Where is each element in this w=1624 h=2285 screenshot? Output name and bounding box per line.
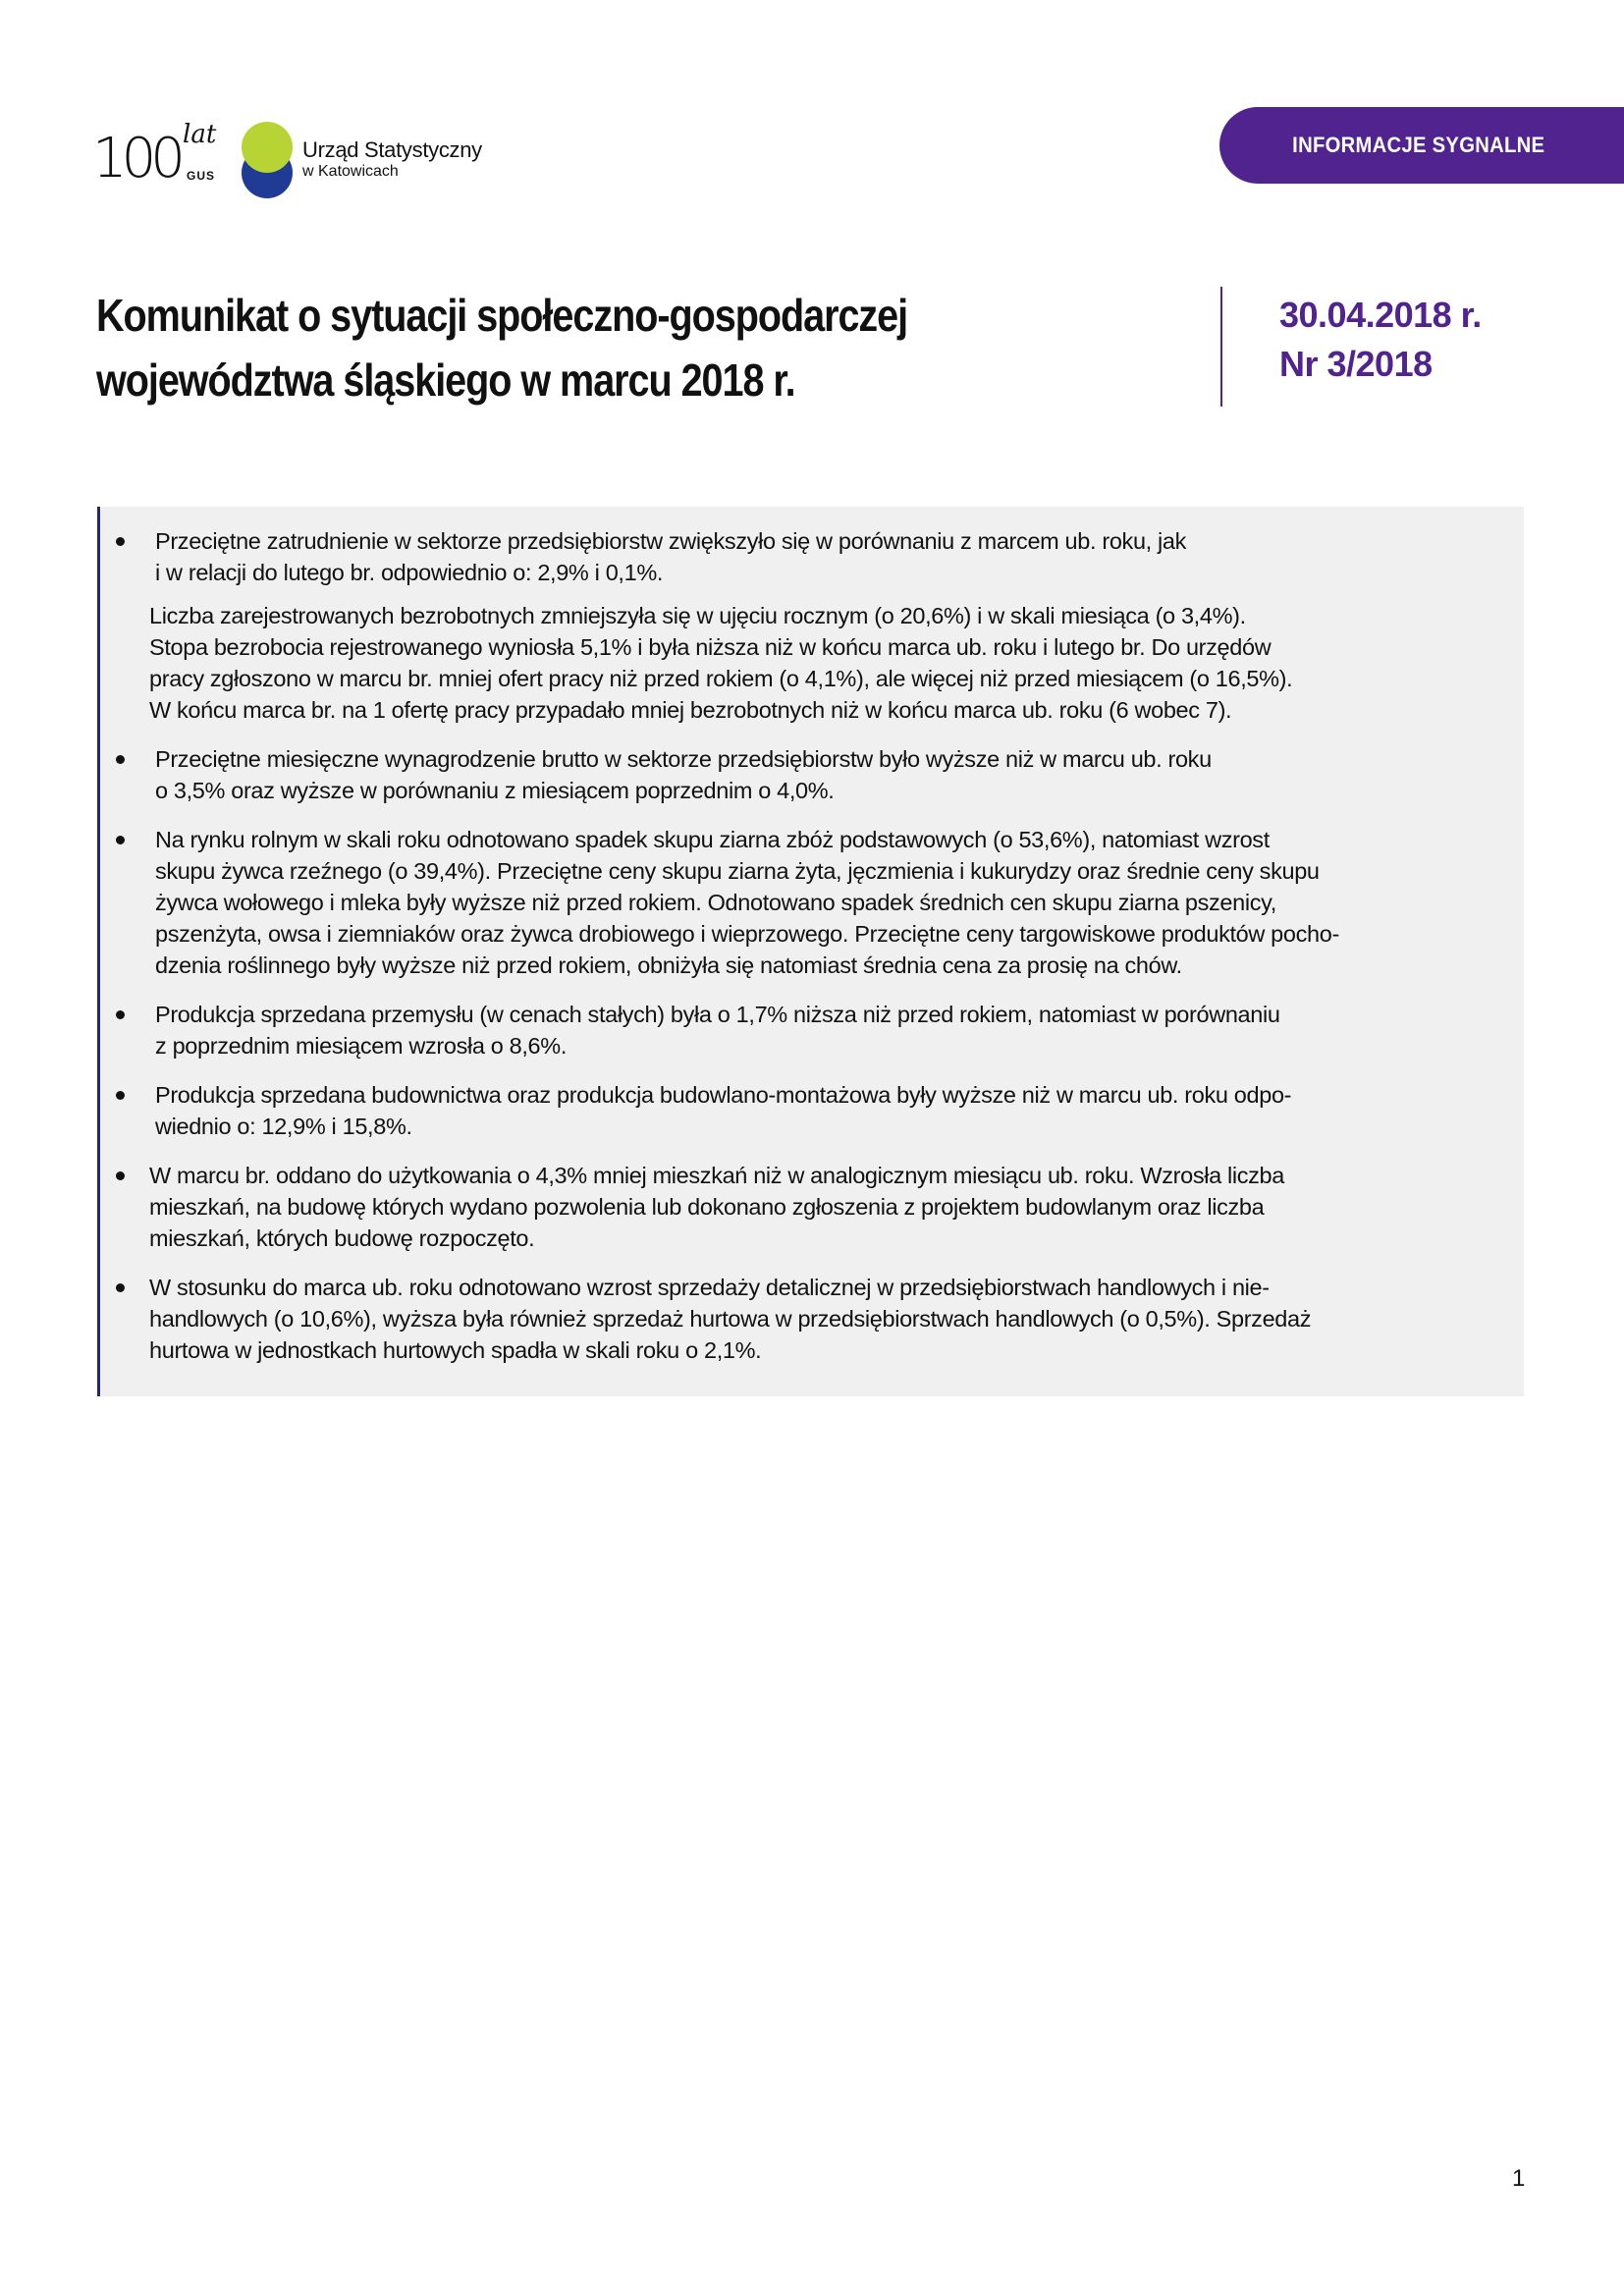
paragraph-line: mieszkań, których budowę rozpoczęto. (149, 1225, 535, 1251)
summary-item (155, 743, 1510, 806)
summary-subparagraph (149, 600, 1510, 726)
bullet-icon (116, 1171, 125, 1180)
informacje-sygnalne-badge (1219, 107, 1624, 184)
logo-gus: GUS (187, 169, 216, 183)
paragraph-line: żywca wołowego i mleka były wyższe niż przed rokiem. Odnotowano spadek średnich cen skupu ziarna pszenicy, (155, 890, 1276, 915)
paragraph-line: W stosunku do marca ub. roku odnotowano wzrost sprzedaży detalicznej w przedsiębiorstwach handlowych i nie- (149, 1275, 1270, 1300)
logo-circle-top (242, 122, 293, 173)
summary-paragraph (155, 743, 1510, 806)
summary-item (149, 1272, 1510, 1366)
page-number: 1 (1512, 2165, 1526, 2192)
title-line-2: województwa śląskiego w marcu 2018 r. (96, 354, 795, 406)
gus-logo (92, 118, 505, 206)
title-divider (1220, 287, 1222, 407)
office-name-line2: w Katowicach (302, 163, 399, 180)
publication-meta (1279, 291, 1482, 389)
logo-lat: lat (183, 120, 217, 149)
paragraph-line: pracy zgłoszono w marcu br. mniej ofert pracy niż przed rokiem (o 4,1%), ale więcej niż przed miesiącem (o 16,5%). (149, 666, 1293, 691)
summary-paragraph (149, 1160, 1510, 1254)
summary-item (149, 1160, 1510, 1254)
bullet-icon (116, 755, 125, 764)
paragraph-line: i w relacji do lutego br. odpowiednio o: 2,9% i 0,1%. (155, 560, 664, 585)
paragraph-line: o 3,5% oraz wyższe w porównaniu z miesiącem poprzednim o 4,0%. (155, 778, 835, 803)
summary-paragraph (155, 824, 1510, 981)
bullet-icon (116, 836, 125, 844)
paragraph-line: Przeciętne miesięczne wynagrodzenie brutto w sektorze przedsiębiorstw było wyższe niż w marcu ub. roku (155, 746, 1212, 772)
paragraph-line: Produkcja sprzedana przemysłu (w cenach stałych) była o 1,7% niższa niż przed rokiem, natomiast w porównaniu (155, 1002, 1280, 1027)
publication-number: Nr 3/2018 (1279, 344, 1433, 384)
summary-box (97, 507, 1524, 1396)
page-title (96, 283, 1042, 412)
summary-list (149, 525, 1510, 1384)
summary-paragraph (149, 1272, 1510, 1366)
summary-item (149, 525, 1510, 726)
title-line-1: Komunikat o sytuacji społeczno-gospodarczej (96, 290, 908, 341)
publication-date: 30.04.2018 r. (1279, 295, 1482, 335)
logo-circles-icon (240, 120, 295, 200)
summary-paragraph (155, 1079, 1510, 1142)
bullet-icon (116, 1010, 125, 1019)
bullet-icon (116, 1283, 125, 1292)
paragraph-line: dzenia roślinnego były wyższe niż przed rokiem, obniżyła się natomiast średnia cena za prosię na chów. (155, 952, 1182, 978)
office-name-line1: Urząd Statystyczny (302, 137, 482, 162)
paragraph-line: Liczba zarejestrowanych bezrobotnych zmniejszyła się w ujęciu rocznym (o 20,6%) i w skali miesiąca (o 3,4%). (149, 603, 1246, 628)
paragraph-line: handlowych (o 10,6%), wyższa była również sprzedaż hurtowa w przedsiębiorstwach handlowych (o 0,5%). Sprzedaż (149, 1306, 1312, 1332)
logo-100-years: 100 (92, 127, 180, 190)
summary-paragraph (155, 525, 1510, 588)
summary-item (155, 999, 1510, 1061)
paragraph-line: pszenżyta, owsa i ziemniaków oraz żywca drobiowego i wieprzowego. Przeciętne ceny targowiskowe produktów pocho- (155, 921, 1339, 947)
bullet-icon (116, 537, 125, 546)
paragraph-line: hurtowa w jednostkach hurtowych spadła w skali roku o 2,1%. (149, 1337, 762, 1363)
paragraph-line: z poprzednim miesiącem wzrosła o 8,6%. (155, 1033, 568, 1059)
summary-paragraph (155, 999, 1510, 1061)
paragraph-line: Przeciętne zatrudnienie w sektorze przedsiębiorstw zwiększyło się w porównaniu z marcem ub. roku, jak (155, 528, 1187, 554)
paragraph-line: Produkcja sprzedana budownictwa oraz produkcja budowlano-montażowa były wyższe niż w marcu ub. roku odpo- (155, 1082, 1292, 1108)
summary-item (155, 824, 1510, 981)
paragraph-line: W końcu marca br. na 1 ofertę pracy przypadało mniej bezrobotnych niż w końcu marca ub. roku (6 wobec 7). (149, 697, 1232, 723)
paragraph-line: mieszkań, na budowę których wydano pozwolenia lub dokonano zgłoszenia z projektem budowlanym oraz liczba (149, 1194, 1265, 1220)
bullet-icon (116, 1091, 125, 1100)
paragraph-line: Stopa bezrobocia rejestrowanego wyniosła 5,1% i była niższa niż w końcu marca ub. roku i lutego br. Do urzędów (149, 634, 1272, 660)
summary-item (155, 1079, 1510, 1142)
paragraph-line: wiednio o: 12,9% i 15,8%. (155, 1114, 412, 1139)
paragraph-line: skupu żywca rzeźnego (o 39,4%). Przeciętne ceny skupu ziarna żyta, jęczmienia i kukurydzy oraz średnie ceny skupu (155, 858, 1320, 884)
paragraph-line: Na rynku rolnym w skali roku odnotowano spadek skupu ziarna zbóż podstawowych (o 53,6%), natomiast wzrost (155, 827, 1270, 852)
paragraph-line: W marcu br. oddano do użytkowania o 4,3% mniej mieszkań niż w analogicznym miesiącu ub. roku. Wzrosła liczba (149, 1163, 1284, 1188)
badge-label: INFORMACJE SYGNALNE (1292, 133, 1545, 157)
